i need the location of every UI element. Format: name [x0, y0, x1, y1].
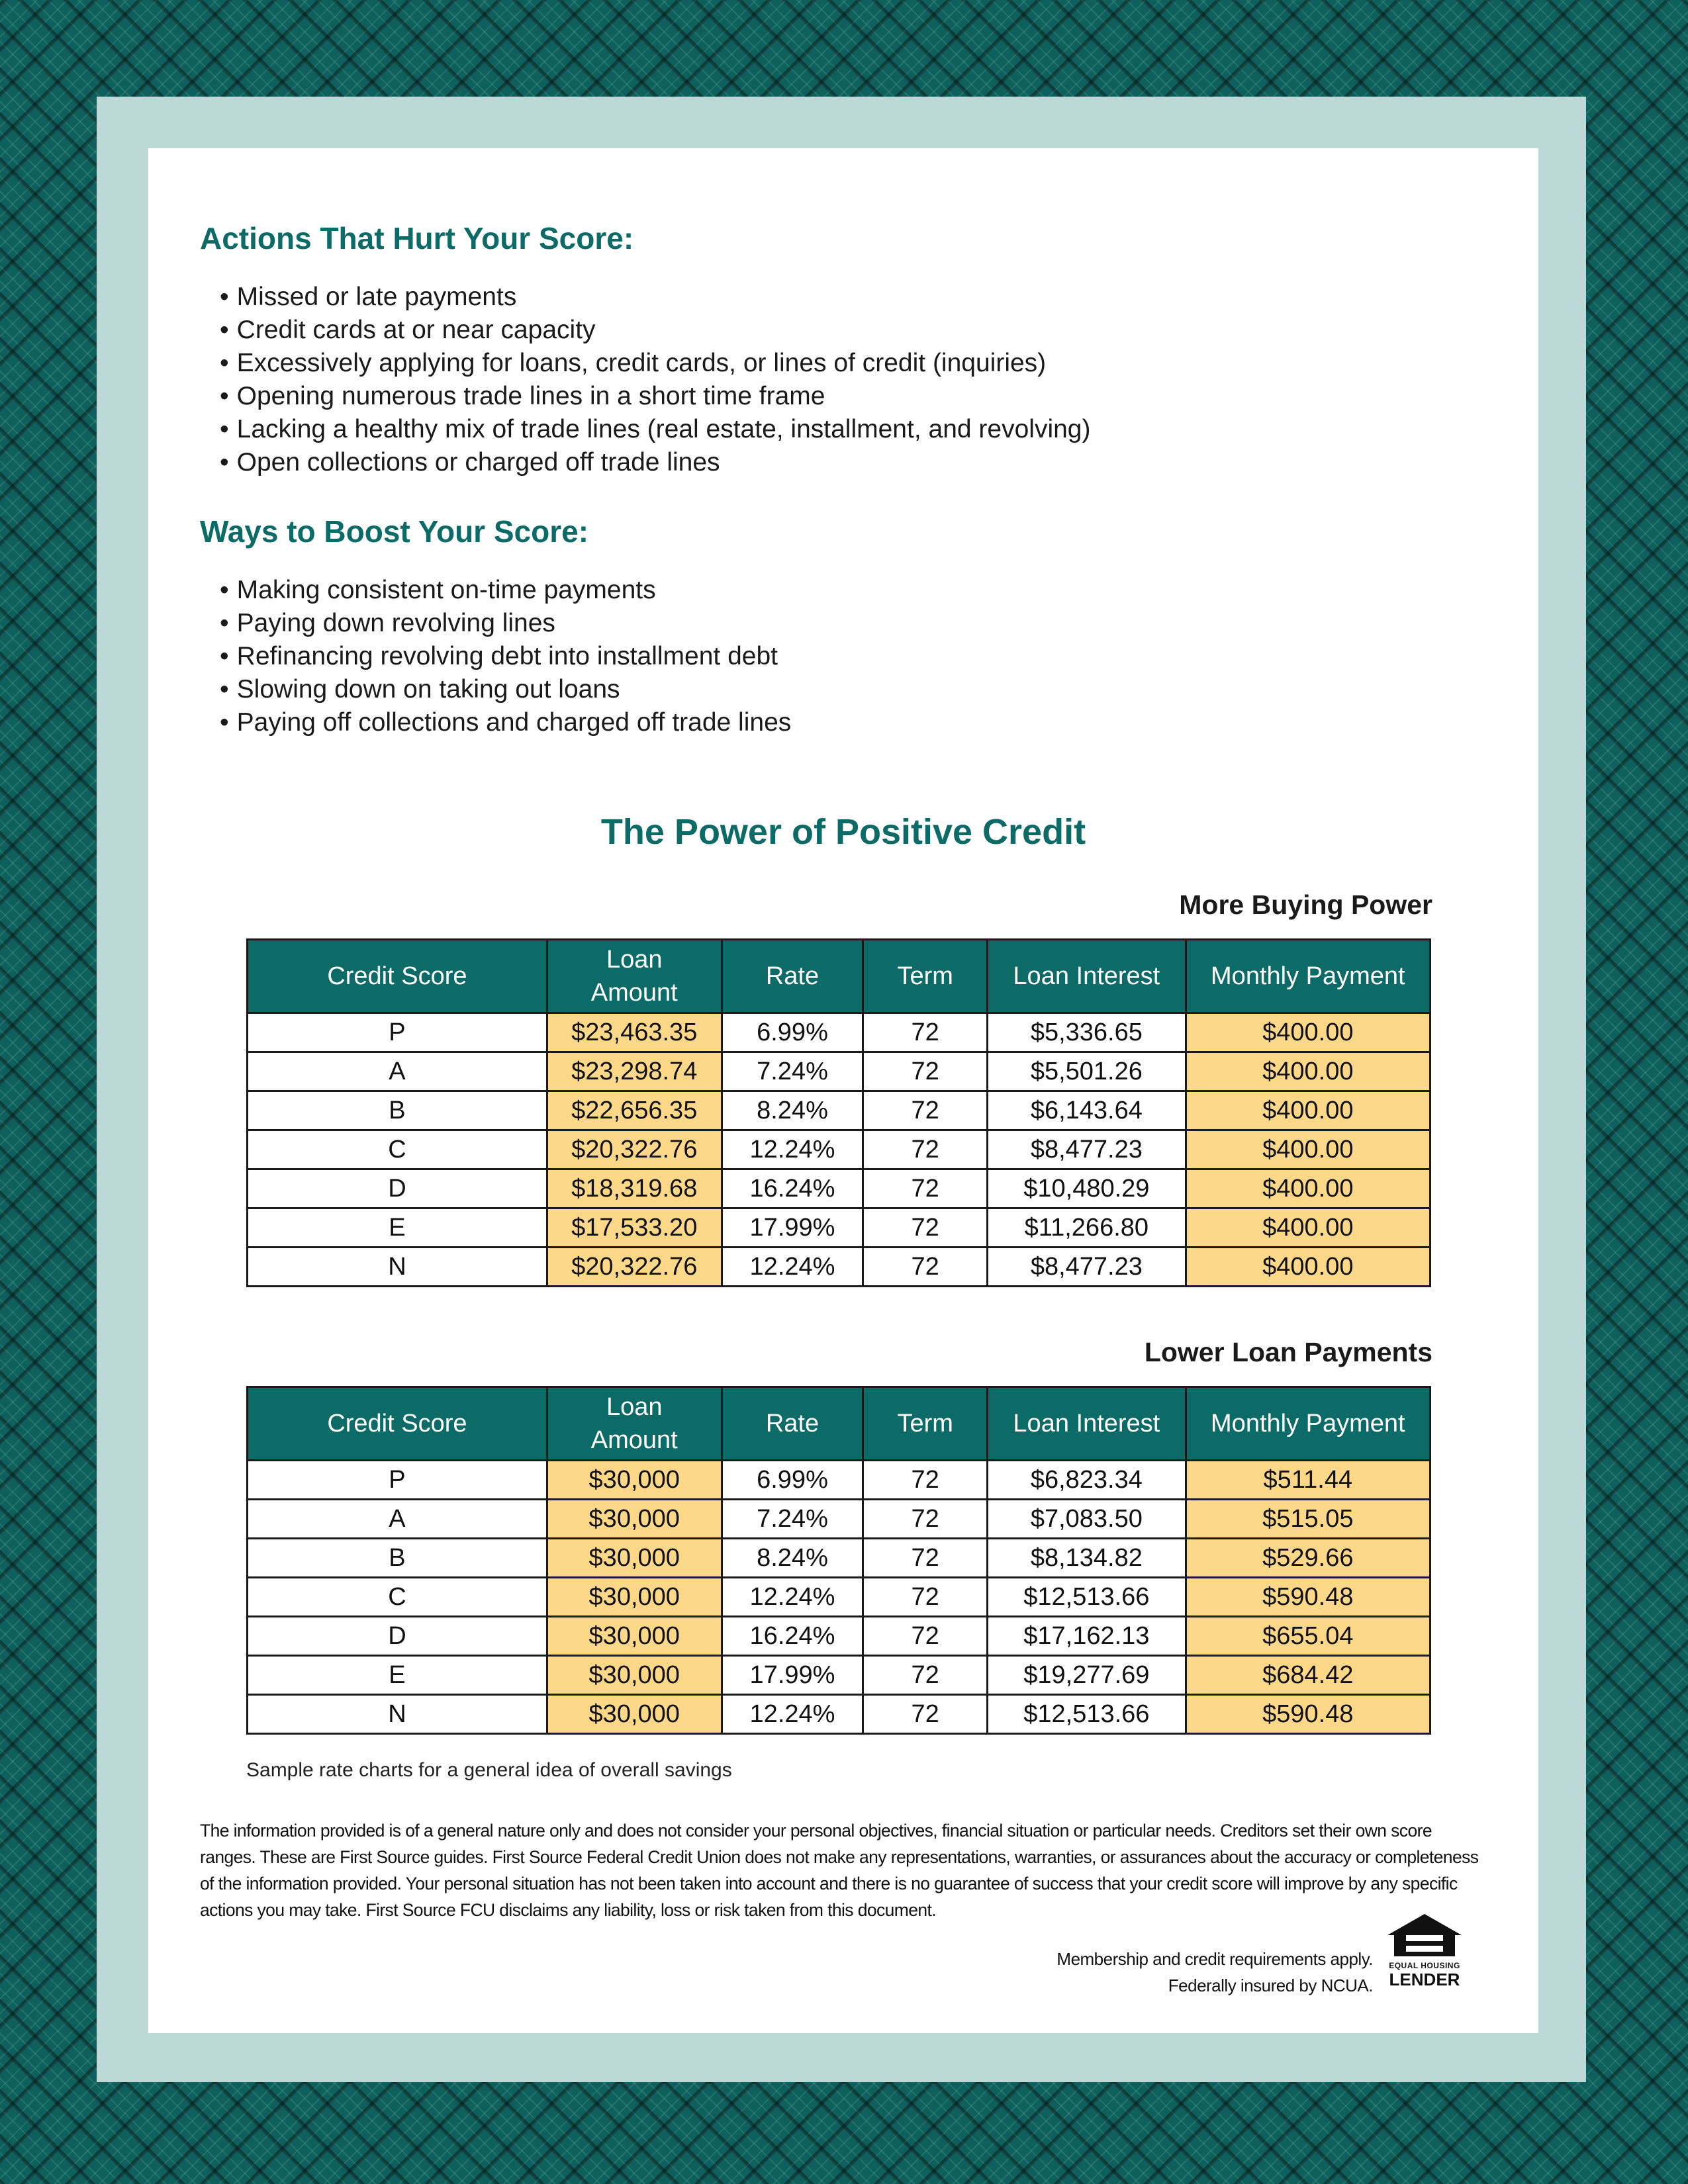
- list-item: • Missed or late payments: [220, 281, 1090, 314]
- cell-term: 72: [863, 1091, 988, 1130]
- cell-monthly-payment: $400.00: [1186, 1248, 1430, 1287]
- cell-credit-score: B: [248, 1091, 547, 1130]
- column-header-loan-interest: Loan Interest: [988, 1387, 1186, 1461]
- cell-loan-interest: $19,277.69: [988, 1656, 1186, 1695]
- cell-loan-interest: $8,134.82: [988, 1539, 1186, 1578]
- equal-housing-lender-logo: [1383, 1911, 1466, 1993]
- list-item: • Lacking a healthy mix of trade lines (real estate, installment, and revolving): [220, 413, 1090, 446]
- column-header-term: Term: [863, 1387, 988, 1461]
- cell-loan-amount: $30,000: [547, 1500, 722, 1539]
- cell-monthly-payment: $400.00: [1186, 1091, 1430, 1130]
- sample-note: Sample rate charts for a general idea of overall savings: [246, 1759, 732, 1781]
- page-title: The Power of Positive Credit: [600, 812, 1086, 852]
- column-header-rate: Rate: [722, 940, 863, 1013]
- column-header-term: Term: [863, 940, 988, 1013]
- cell-loan-interest: $10,480.29: [988, 1169, 1186, 1208]
- cell-loan-interest: $12,513.66: [988, 1695, 1186, 1734]
- cell-loan-interest: $8,477.23: [988, 1248, 1186, 1287]
- table-row: [248, 1052, 1430, 1091]
- table1-label: More Buying Power: [1179, 889, 1432, 920]
- hurt-heading: Actions That Hurt Your Score:: [200, 221, 634, 255]
- cell-loan-amount: $30,000: [547, 1578, 722, 1617]
- cell-rate: 12.24%: [722, 1695, 863, 1734]
- membership-line: Membership and credit requirements apply.: [1056, 1949, 1373, 1969]
- column-header-rate: Rate: [722, 1387, 863, 1461]
- ncua-line: Federally insured by NCUA.: [1168, 1976, 1373, 1995]
- cell-term: 72: [863, 1656, 988, 1695]
- cell-rate: 12.24%: [722, 1130, 863, 1169]
- table-header-row: [248, 940, 1430, 1013]
- disclaimer-text: The information provided is of a general nature only and does not consider your personal objectives, financial situation or particular needs. Creditors set their own score ranges. These are First Source guides. First Source Federal Credit Union does not make any representations, warranties, or assurances about the accuracy or completeness of the information provided. Your personal situation has not been taken into account and there is no guarantee of success that your credit score will improve by any specific actions you may take. First Source FCU disclaims any liability, loss or risk taken from this document.: [200, 1821, 1479, 1920]
- cell-loan-interest: $17,162.13: [988, 1617, 1186, 1656]
- cell-credit-score: D: [248, 1169, 547, 1208]
- cell-rate: 17.99%: [722, 1656, 863, 1695]
- cell-loan-amount: $22,656.35: [547, 1091, 722, 1130]
- cell-credit-score: N: [248, 1695, 547, 1734]
- column-header-loan-amount: Loan Amount: [547, 940, 722, 1013]
- table-row: [248, 1091, 1430, 1130]
- table-row: [248, 1656, 1430, 1695]
- buying-power-table: [246, 938, 1431, 1287]
- cell-term: 72: [863, 1617, 988, 1656]
- cell-loan-amount: $20,322.76: [547, 1130, 722, 1169]
- cell-monthly-payment: $529.66: [1186, 1539, 1430, 1578]
- table-row: [248, 1013, 1430, 1052]
- cell-loan-interest: $5,336.65: [988, 1013, 1186, 1052]
- cell-credit-score: A: [248, 1052, 547, 1091]
- table-row: [248, 1461, 1430, 1500]
- cell-rate: 12.24%: [722, 1248, 863, 1287]
- cell-loan-amount: $17,533.20: [547, 1208, 722, 1248]
- cell-monthly-payment: $400.00: [1186, 1013, 1430, 1052]
- cell-loan-amount: $18,319.68: [547, 1169, 722, 1208]
- hurt-list: [220, 281, 1090, 479]
- lower-payments-table: [246, 1386, 1431, 1735]
- table-row: [248, 1695, 1430, 1734]
- cell-term: 72: [863, 1500, 988, 1539]
- cell-term: 72: [863, 1461, 988, 1500]
- cell-rate: 17.99%: [722, 1208, 863, 1248]
- cell-monthly-payment: $400.00: [1186, 1052, 1430, 1091]
- cell-monthly-payment: $400.00: [1186, 1169, 1430, 1208]
- cell-monthly-payment: $655.04: [1186, 1617, 1430, 1656]
- cell-term: 72: [863, 1695, 988, 1734]
- equal-housing-house-icon: [1383, 1911, 1466, 1958]
- cell-credit-score: E: [248, 1208, 547, 1248]
- list-item: • Open collections or charged off trade lines: [220, 446, 1090, 479]
- cell-rate: 12.24%: [722, 1578, 863, 1617]
- table-row: [248, 1169, 1430, 1208]
- boost-list: [220, 574, 791, 739]
- cell-monthly-payment: $590.48: [1186, 1695, 1430, 1734]
- table-row: [248, 1617, 1430, 1656]
- cell-loan-amount: $30,000: [547, 1656, 722, 1695]
- cell-credit-score: D: [248, 1617, 547, 1656]
- cell-rate: 16.24%: [722, 1169, 863, 1208]
- list-item: • Excessively applying for loans, credit cards, or lines of credit (inquiries): [220, 347, 1090, 380]
- cell-monthly-payment: $511.44: [1186, 1461, 1430, 1500]
- cell-monthly-payment: $400.00: [1186, 1130, 1430, 1169]
- cell-credit-score: N: [248, 1248, 547, 1287]
- cell-loan-amount: $23,463.35: [547, 1013, 722, 1052]
- list-item: • Paying down revolving lines: [220, 607, 791, 640]
- table-row: [248, 1130, 1430, 1169]
- column-header-loan-amount: Loan Amount: [547, 1387, 722, 1461]
- cell-term: 72: [863, 1052, 988, 1091]
- list-item: • Slowing down on taking out loans: [220, 673, 791, 706]
- equal-housing-text: EQUAL HOUSING: [1389, 1961, 1460, 1970]
- cell-term: 72: [863, 1248, 988, 1287]
- cell-loan-interest: $6,823.34: [988, 1461, 1186, 1500]
- cell-loan-amount: $23,298.74: [547, 1052, 722, 1091]
- cell-loan-interest: $8,477.23: [988, 1130, 1186, 1169]
- column-header-loan-interest: Loan Interest: [988, 940, 1186, 1013]
- cell-rate: 16.24%: [722, 1617, 863, 1656]
- cell-loan-amount: $30,000: [547, 1617, 722, 1656]
- cell-term: 72: [863, 1208, 988, 1248]
- cell-term: 72: [863, 1169, 988, 1208]
- cell-loan-interest: $6,143.64: [988, 1091, 1186, 1130]
- cell-loan-interest: $7,083.50: [988, 1500, 1186, 1539]
- membership-notice: [1056, 1946, 1373, 1999]
- cell-monthly-payment: $684.42: [1186, 1656, 1430, 1695]
- cell-term: 72: [863, 1013, 988, 1052]
- cell-loan-interest: $11,266.80: [988, 1208, 1186, 1248]
- table-row: [248, 1500, 1430, 1539]
- cell-term: 72: [863, 1539, 988, 1578]
- list-item: • Refinancing revolving debt into installment debt: [220, 640, 791, 673]
- column-header-monthly-payment: Monthly Payment: [1186, 1387, 1430, 1461]
- cell-credit-score: B: [248, 1539, 547, 1578]
- list-item: • Credit cards at or near capacity: [220, 314, 1090, 347]
- column-header-credit-score: Credit Score: [248, 940, 547, 1013]
- cell-credit-score: P: [248, 1013, 547, 1052]
- table-row: [248, 1578, 1430, 1617]
- cell-loan-amount: $30,000: [547, 1461, 722, 1500]
- cell-rate: 6.99%: [722, 1461, 863, 1500]
- table-row: [248, 1539, 1430, 1578]
- cell-credit-score: P: [248, 1461, 547, 1500]
- cell-credit-score: C: [248, 1578, 547, 1617]
- cell-credit-score: C: [248, 1130, 547, 1169]
- list-item: • Paying off collections and charged off trade lines: [220, 706, 791, 739]
- table-row: [248, 1248, 1430, 1287]
- cell-loan-amount: $30,000: [547, 1539, 722, 1578]
- cell-monthly-payment: $590.48: [1186, 1578, 1430, 1617]
- list-item: • Making consistent on-time payments: [220, 574, 791, 607]
- table-row: [248, 1208, 1430, 1248]
- cell-term: 72: [863, 1130, 988, 1169]
- cell-term: 72: [863, 1578, 988, 1617]
- table-header-row: [248, 1387, 1430, 1461]
- boost-heading: Ways to Boost Your Score:: [200, 514, 589, 549]
- cell-loan-amount: $30,000: [547, 1695, 722, 1734]
- cell-monthly-payment: $515.05: [1186, 1500, 1430, 1539]
- cell-loan-interest: $12,513.66: [988, 1578, 1186, 1617]
- list-item: • Opening numerous trade lines in a short time frame: [220, 380, 1090, 413]
- cell-rate: 8.24%: [722, 1539, 863, 1578]
- cell-loan-amount: $20,322.76: [547, 1248, 722, 1287]
- cell-rate: 6.99%: [722, 1013, 863, 1052]
- column-header-monthly-payment: Monthly Payment: [1186, 940, 1430, 1013]
- cell-monthly-payment: $400.00: [1186, 1208, 1430, 1248]
- table2-label: Lower Loan Payments: [1144, 1337, 1432, 1367]
- column-header-credit-score: Credit Score: [248, 1387, 547, 1461]
- cell-rate: 7.24%: [722, 1500, 863, 1539]
- cell-credit-score: E: [248, 1656, 547, 1695]
- cell-rate: 8.24%: [722, 1091, 863, 1130]
- cell-rate: 7.24%: [722, 1052, 863, 1091]
- cell-loan-interest: $5,501.26: [988, 1052, 1186, 1091]
- lender-text: LENDER: [1389, 1970, 1460, 1989]
- cell-credit-score: A: [248, 1500, 547, 1539]
